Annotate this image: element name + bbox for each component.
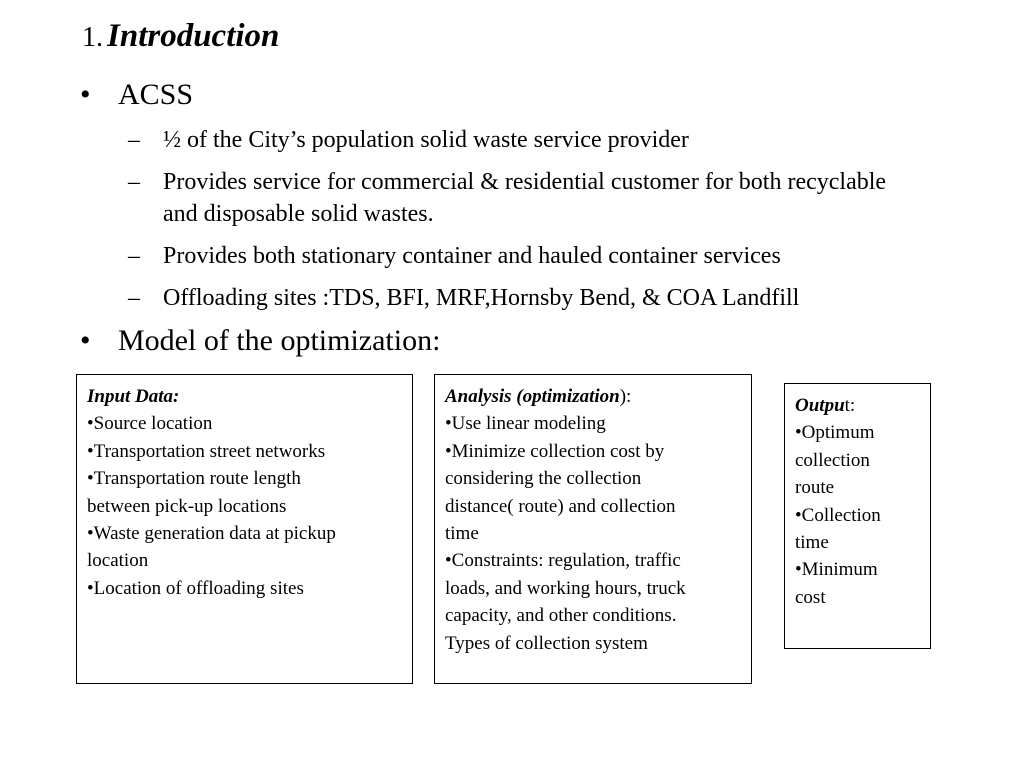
analysis-box: [434, 374, 752, 684]
sub-bullet-text: Offloading sites :TDS, BFI, MRF,Hornsby Bend, & COA Landfill: [163, 285, 800, 311]
box-line: •Optimum: [795, 422, 875, 444]
slide-title: [82, 18, 279, 55]
bullet-mark: •: [80, 324, 91, 357]
box-line: time: [445, 523, 479, 545]
box-line: location: [87, 550, 149, 572]
box-line: Types of collection system: [445, 632, 648, 654]
box-line: •Minimize collection cost by: [445, 440, 665, 462]
box-line: between pick-up locations: [87, 495, 287, 517]
input-data-box: [76, 374, 413, 684]
output-box: [784, 383, 931, 649]
box-line: •Minimum: [795, 559, 878, 581]
sub-bullet-text: Provides service for commercial & residential customer for both recyclable and disposable solid wastes.: [163, 169, 887, 227]
box-heading: Input Data:: [87, 386, 180, 407]
box-line: time: [795, 532, 829, 554]
box-line: distance( route) and collection: [445, 495, 676, 517]
title-text: Introduction: [107, 18, 280, 54]
box-line: loads, and working hours, truck: [445, 577, 686, 599]
box-line: •Constraints: regulation, traffic: [445, 550, 681, 572]
box-heading-suffix: t:: [844, 395, 856, 416]
box-line: capacity, and other conditions.: [445, 605, 677, 627]
box-line: •Transportation street networks: [87, 440, 326, 462]
section-number: 1.: [82, 22, 103, 53]
box-line: collection: [795, 449, 870, 471]
bullet-text: Model of the optimization:: [118, 324, 441, 357]
sub-bullet-text: Provides both stationary container and hauled container services: [163, 243, 781, 269]
box-line: •Collection: [795, 504, 881, 526]
box-line: •Source location: [87, 413, 213, 435]
box-line: •Transportation route length: [87, 468, 301, 490]
box-heading: Outpu: [795, 395, 845, 416]
box-heading: Analysis (optimization: [445, 386, 620, 407]
box-line: considering the collection: [445, 468, 642, 490]
box-line: •Waste generation data at pickup: [87, 523, 336, 545]
box-line: •Use linear modeling: [445, 413, 606, 435]
box-heading-suffix: ):: [619, 386, 632, 407]
box-line: route: [795, 477, 835, 499]
box-line: •Location of offloading sites: [87, 577, 304, 599]
bullet-text: ACSS: [118, 78, 194, 111]
box-line: cost: [795, 586, 826, 608]
sub-bullet-text: ½ of the City’s population solid waste service provider: [163, 127, 689, 153]
bullet-mark: •: [80, 78, 91, 111]
